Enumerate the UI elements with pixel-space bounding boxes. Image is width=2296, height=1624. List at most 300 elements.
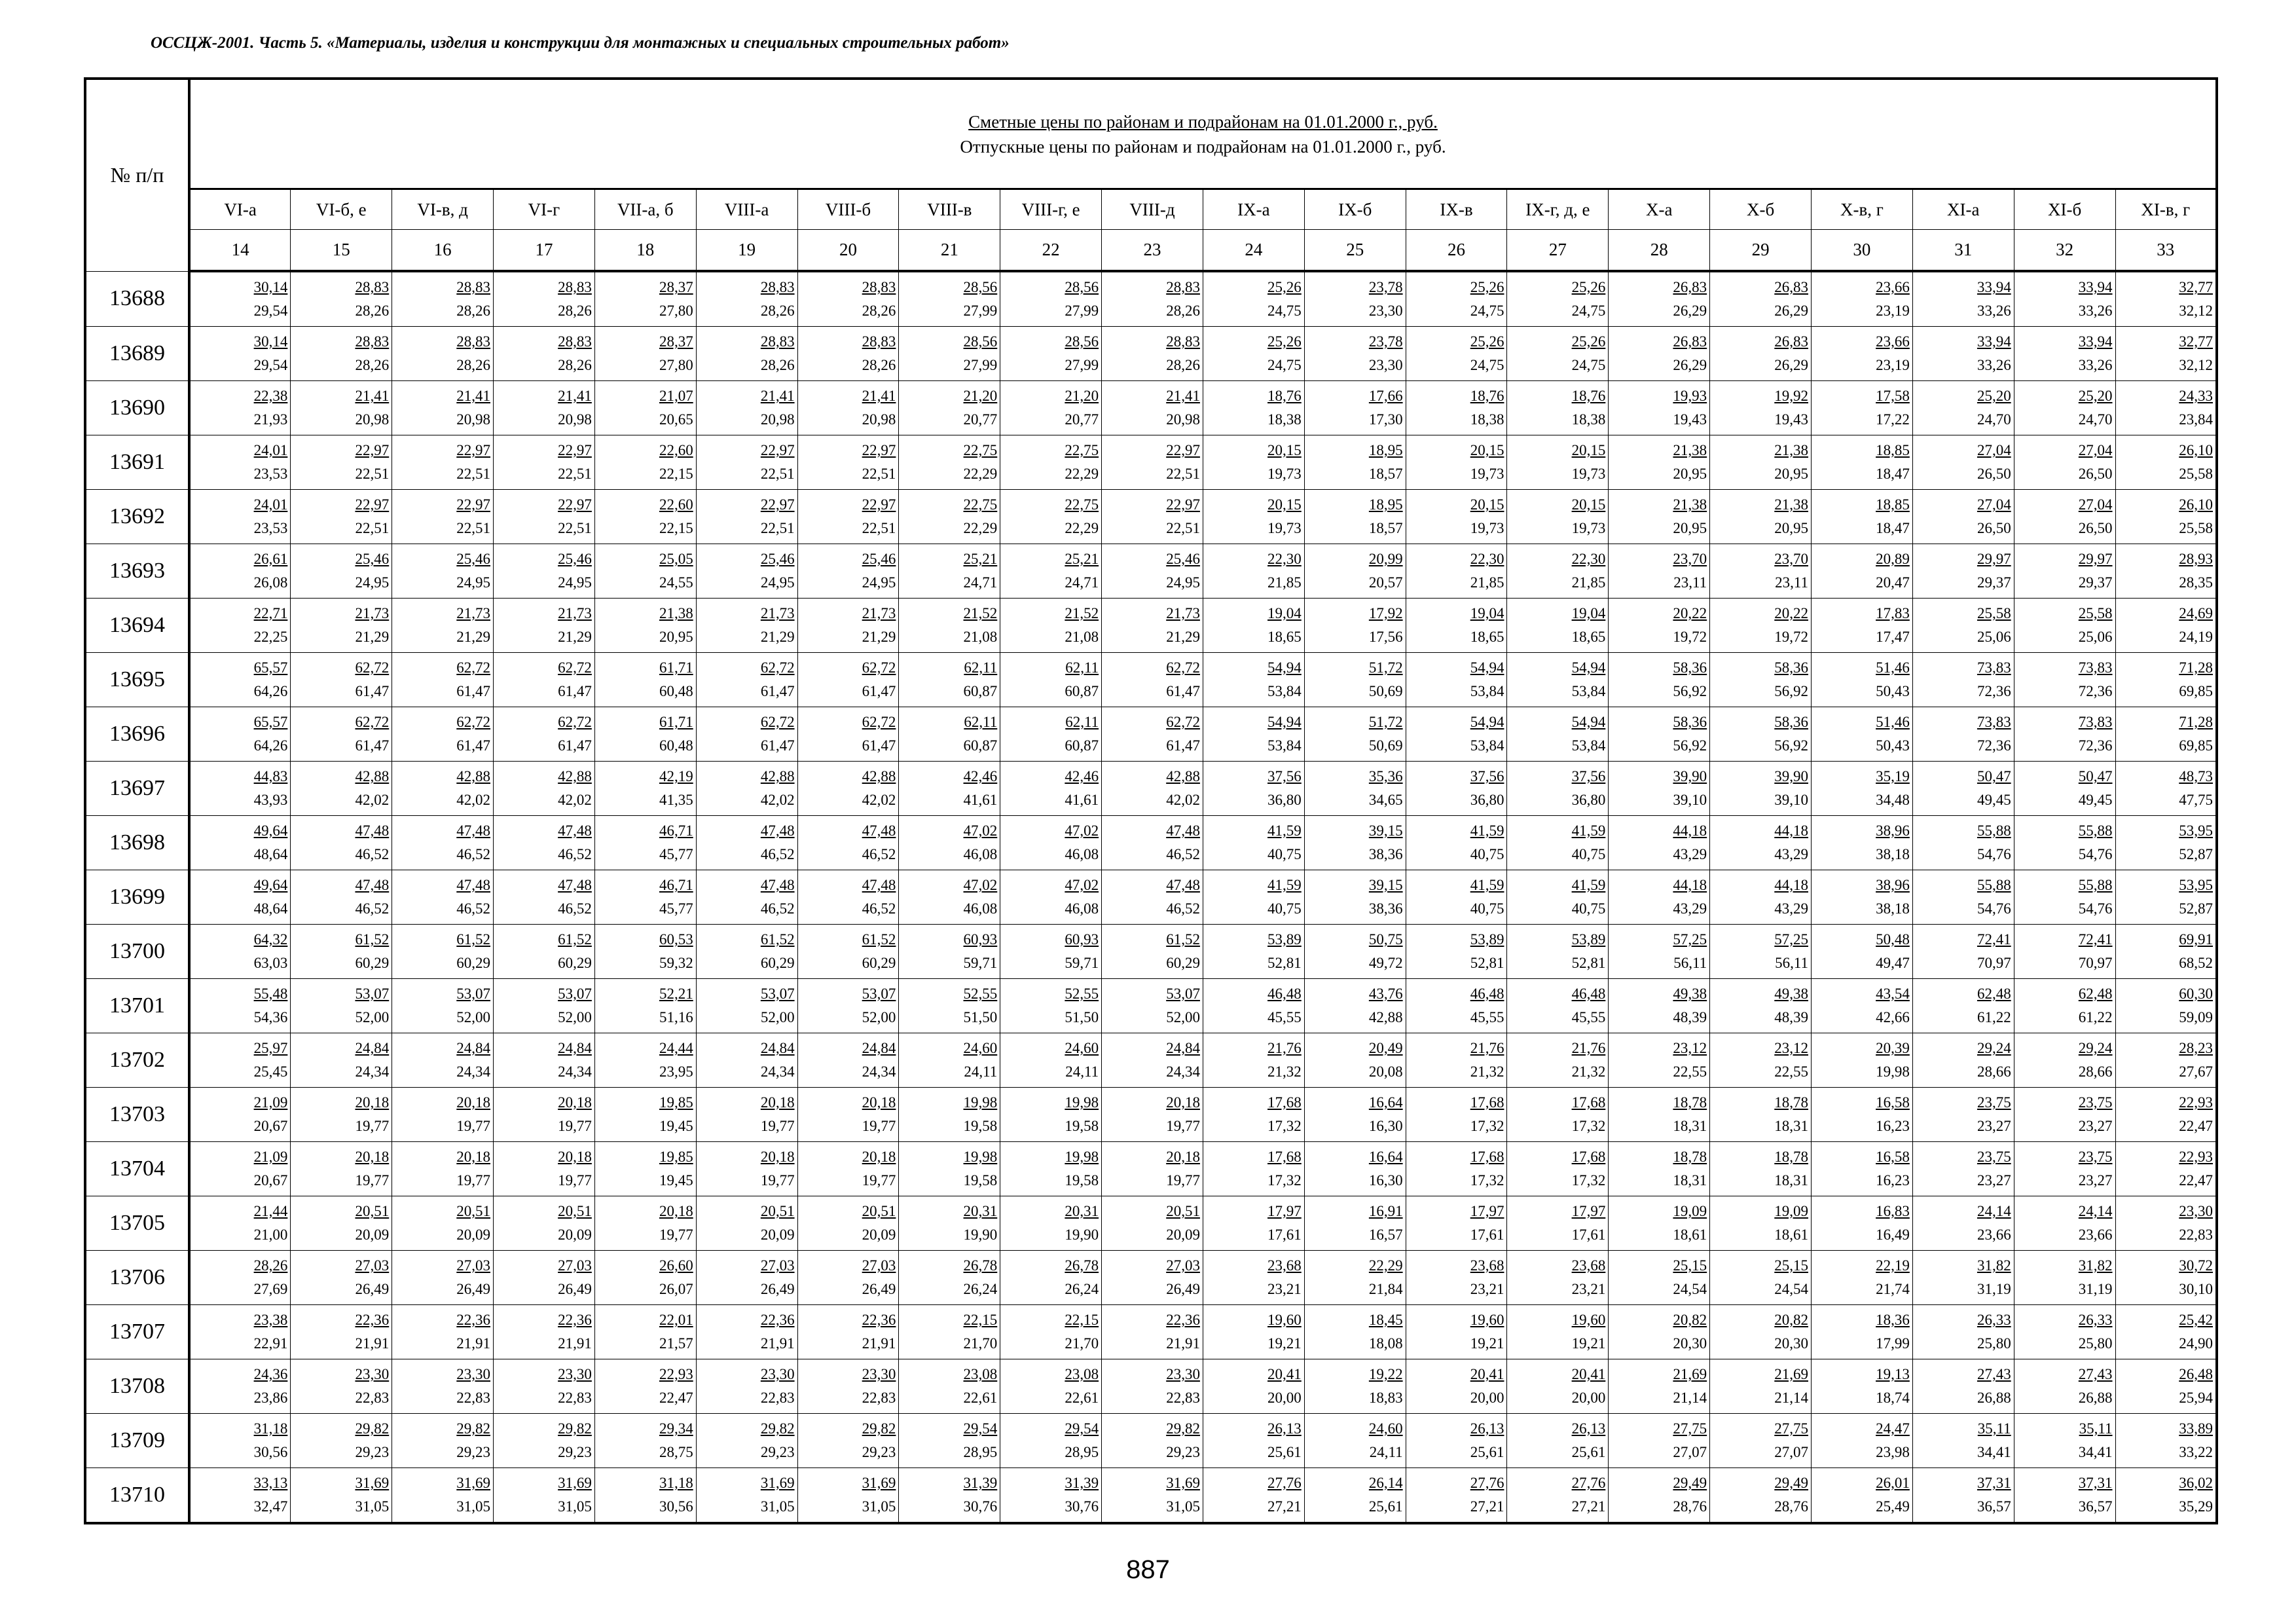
price-cell [392, 1468, 494, 1524]
release-price: 18,47 [1876, 466, 1910, 482]
release-price: 22,47 [659, 1390, 693, 1406]
release-price: 33,26 [1977, 357, 2011, 373]
price-cell [392, 762, 494, 816]
release-price: 20,09 [456, 1227, 491, 1243]
estimated-price: 22,97 [1166, 496, 1200, 513]
estimated-price: 24,60 [963, 1040, 998, 1056]
estimated-price: 50,75 [1368, 931, 1403, 948]
price-cell [2014, 1359, 2115, 1414]
column-number: 25 [1304, 230, 1406, 272]
release-price: 33,26 [1977, 303, 2011, 319]
estimated-price: 26,78 [1065, 1257, 1099, 1274]
estimated-price: 22,01 [659, 1312, 693, 1328]
estimated-price: 20,41 [1571, 1366, 1606, 1382]
estimated-price: 24,44 [659, 1040, 693, 1056]
release-price: 43,29 [1673, 900, 1707, 917]
table-row [85, 870, 2217, 925]
estimated-price: 42,88 [760, 768, 795, 784]
estimated-price: 30,14 [253, 279, 288, 295]
release-price: 22,55 [1774, 1063, 1808, 1080]
price-cell [1406, 544, 1507, 599]
estimated-price: 28,93 [2179, 551, 2213, 567]
estimated-price: 53,07 [862, 986, 896, 1002]
price-cell [2014, 271, 2115, 327]
release-price: 21,08 [963, 629, 998, 645]
price-cell [392, 435, 494, 490]
estimated-price: 24,14 [2078, 1203, 2113, 1219]
estimated-price: 20,18 [760, 1094, 795, 1111]
release-price: 26,24 [963, 1281, 998, 1297]
release-price: 26,29 [1774, 357, 1808, 373]
release-price: 36,57 [1977, 1498, 2011, 1515]
price-cell [392, 925, 494, 979]
price-cell [594, 762, 696, 816]
price-cell [1609, 816, 1710, 870]
price-cell [1609, 870, 1710, 925]
price-cell [392, 1305, 494, 1359]
estimated-price: 16,58 [1876, 1149, 1910, 1165]
price-cell [1406, 1142, 1507, 1196]
release-price: 60,48 [659, 683, 693, 699]
estimated-price: 22,38 [253, 388, 288, 404]
price-cell [2014, 1305, 2115, 1359]
table-caption [189, 79, 2217, 189]
price-cell [1203, 435, 1304, 490]
estimated-price: 41,59 [1470, 877, 1504, 893]
estimated-price: 27,04 [1977, 496, 2011, 513]
release-price: 23,19 [1876, 357, 1910, 373]
release-price: 41,61 [1065, 792, 1099, 808]
release-price: 17,32 [1571, 1118, 1606, 1134]
region-header: VIII-в [899, 189, 1000, 230]
estimated-price: 53,07 [760, 986, 795, 1002]
row-number: 13689 [85, 327, 189, 381]
price-cell [1609, 271, 1710, 327]
release-price: 72,36 [1977, 737, 2011, 754]
estimated-price: 20,82 [1673, 1312, 1707, 1328]
estimated-price: 25,26 [1571, 333, 1606, 350]
region-header: VI-г [494, 189, 595, 230]
table-row [85, 1196, 2217, 1251]
price-cell [594, 327, 696, 381]
release-price: 19,77 [862, 1172, 896, 1189]
estimated-price: 26,83 [1774, 279, 1808, 295]
estimated-price: 19,85 [659, 1094, 693, 1111]
estimated-price: 31,69 [355, 1475, 390, 1491]
price-cell [899, 1251, 1000, 1305]
release-price: 34,41 [2078, 1444, 2113, 1460]
table-row [85, 1033, 2217, 1088]
price-cell [1609, 544, 1710, 599]
price-cell [2014, 381, 2115, 435]
release-price: 18,74 [1876, 1390, 1910, 1406]
release-price: 31,05 [760, 1498, 795, 1515]
estimated-price: 33,94 [1977, 333, 2011, 350]
release-price: 46,52 [760, 846, 795, 862]
estimated-price: 22,97 [456, 496, 491, 513]
price-cell [1710, 870, 1812, 925]
estimated-price: 47,48 [862, 822, 896, 839]
release-price: 24,75 [1267, 303, 1302, 319]
release-price: 40,75 [1571, 846, 1606, 862]
price-cell [696, 599, 797, 653]
price-cell [2014, 1468, 2115, 1524]
price-cell [494, 979, 595, 1033]
price-cell [291, 870, 392, 925]
price-cell [1912, 925, 2014, 979]
estimated-price: 62,72 [862, 659, 896, 676]
release-price: 56,11 [1673, 955, 1707, 971]
table-row [85, 653, 2217, 707]
price-cell [2115, 979, 2217, 1033]
price-cell [1304, 271, 1406, 327]
estimated-price: 28,83 [760, 279, 795, 295]
row-number: 13705 [85, 1196, 189, 1251]
estimated-price: 72,41 [2078, 931, 2113, 948]
estimated-price: 62,72 [456, 659, 491, 676]
price-cell [1406, 1359, 1507, 1414]
estimated-price: 32,77 [2179, 333, 2213, 350]
price-cell [1304, 1033, 1406, 1088]
estimated-price: 29,82 [558, 1420, 592, 1437]
estimated-price: 27,03 [760, 1257, 795, 1274]
estimated-price: 53,95 [2179, 822, 2213, 839]
price-cell [392, 599, 494, 653]
price-cell [899, 1142, 1000, 1196]
price-cell [494, 1142, 595, 1196]
column-number: 27 [1507, 230, 1609, 272]
column-number: 14 [189, 230, 291, 272]
estimated-price: 20,39 [1876, 1040, 1910, 1056]
release-price: 52,87 [2179, 900, 2213, 917]
region-header: X-а [1609, 189, 1710, 230]
estimated-price: 55,88 [2078, 877, 2113, 893]
release-price: 34,41 [1977, 1444, 2011, 1460]
release-price: 23,21 [1267, 1281, 1302, 1297]
estimated-price: 18,85 [1876, 496, 1910, 513]
release-price: 19,77 [1166, 1118, 1200, 1134]
table-body [85, 271, 2217, 1523]
estimated-price: 20,51 [862, 1203, 896, 1219]
release-price: 46,52 [862, 900, 896, 917]
release-price: 20,98 [355, 411, 390, 428]
release-price: 26,29 [1774, 303, 1808, 319]
price-cell [494, 599, 595, 653]
price-cell [1912, 435, 2014, 490]
price-cell [797, 707, 899, 762]
price-cell [1507, 1196, 1609, 1251]
price-cell [1102, 1033, 1203, 1088]
estimated-price: 17,68 [1571, 1149, 1606, 1165]
estimated-price: 26,13 [1267, 1420, 1302, 1437]
price-cell [1304, 1414, 1406, 1468]
estimated-price: 26,01 [1876, 1475, 1910, 1491]
release-price: 60,48 [659, 737, 693, 754]
estimated-price: 37,56 [1470, 768, 1504, 784]
estimated-price: 20,15 [1571, 442, 1606, 458]
price-cell [696, 979, 797, 1033]
estimated-price: 18,76 [1267, 388, 1302, 404]
price-cell [1507, 653, 1609, 707]
table-row [85, 599, 2217, 653]
estimated-price: 23,68 [1267, 1257, 1302, 1274]
price-cell [1912, 544, 2014, 599]
release-price: 18,31 [1774, 1172, 1808, 1189]
price-cell [2115, 707, 2217, 762]
estimated-price: 19,98 [963, 1094, 998, 1111]
release-price: 24,71 [963, 574, 998, 591]
price-cell [494, 1414, 595, 1468]
price-cell [1507, 1251, 1609, 1305]
price-cell [1912, 381, 2014, 435]
price-cell [1710, 544, 1812, 599]
estimated-price: 62,72 [760, 659, 795, 676]
price-cell [1203, 1196, 1304, 1251]
release-price: 22,51 [862, 520, 896, 536]
price-table [84, 77, 2218, 1524]
price-cell [797, 327, 899, 381]
estimated-price: 17,97 [1267, 1203, 1302, 1219]
estimated-price: 23,75 [1977, 1149, 2011, 1165]
price-cell [1812, 1033, 1913, 1088]
estimated-price: 42,88 [558, 768, 592, 784]
release-price: 22,47 [2179, 1118, 2213, 1134]
price-cell [1812, 1088, 1913, 1142]
release-price: 48,64 [253, 846, 288, 862]
estimated-price: 19,98 [963, 1149, 998, 1165]
price-cell [899, 762, 1000, 816]
estimated-price: 27,04 [1977, 442, 2011, 458]
release-price: 26,49 [558, 1281, 592, 1297]
price-cell [1000, 271, 1102, 327]
estimated-price: 42,46 [963, 768, 998, 784]
release-price: 60,87 [1065, 737, 1099, 754]
release-price: 21,57 [659, 1335, 693, 1352]
estimated-price: 27,43 [1977, 1366, 2011, 1382]
release-price: 54,76 [2078, 900, 2113, 917]
price-cell [494, 762, 595, 816]
region-header: VIII-б [797, 189, 899, 230]
price-cell [1000, 707, 1102, 762]
price-cell [899, 1468, 1000, 1524]
price-cell [494, 490, 595, 544]
release-price: 49,45 [2078, 792, 2113, 808]
release-price: 20,77 [963, 411, 998, 428]
price-cell [1102, 870, 1203, 925]
release-price: 26,88 [1977, 1390, 2011, 1406]
release-price: 42,66 [1876, 1009, 1910, 1025]
release-price: 22,51 [355, 520, 390, 536]
estimated-price: 50,47 [2078, 768, 2113, 784]
price-cell [1609, 435, 1710, 490]
price-cell [291, 816, 392, 870]
release-price: 36,57 [2078, 1498, 2113, 1515]
estimated-price: 21,44 [253, 1203, 288, 1219]
price-cell [797, 271, 899, 327]
price-cell [594, 707, 696, 762]
estimated-price: 24,84 [456, 1040, 491, 1056]
price-cell [696, 1468, 797, 1524]
estimated-price: 31,69 [456, 1475, 491, 1491]
price-cell [594, 1468, 696, 1524]
release-price: 24,70 [1977, 411, 2011, 428]
price-cell [594, 1142, 696, 1196]
estimated-price: 20,18 [1166, 1149, 1200, 1165]
release-price: 25,58 [2179, 520, 2213, 536]
estimated-price: 46,48 [1267, 986, 1302, 1002]
release-price: 17,61 [1267, 1227, 1302, 1243]
release-price: 29,54 [253, 303, 288, 319]
estimated-price: 28,83 [862, 279, 896, 295]
estimated-price: 27,04 [2078, 442, 2113, 458]
estimated-price: 23,30 [2179, 1203, 2213, 1219]
region-header: VI-б, е [291, 189, 392, 230]
release-price: 22,15 [659, 466, 693, 482]
estimated-price: 25,26 [1470, 333, 1504, 350]
release-price: 40,75 [1267, 900, 1302, 917]
release-price: 24,95 [760, 574, 795, 591]
estimated-price: 73,83 [2078, 714, 2113, 730]
estimated-price: 29,54 [963, 1420, 998, 1437]
price-cell [1609, 1196, 1710, 1251]
release-price: 20,57 [1368, 574, 1403, 591]
release-price: 42,02 [355, 792, 390, 808]
release-price: 43,93 [253, 792, 288, 808]
price-cell [1609, 599, 1710, 653]
price-cell [1710, 1251, 1812, 1305]
estimated-price: 30,14 [253, 333, 288, 350]
price-cell [1102, 707, 1203, 762]
estimated-price: 29,24 [1977, 1040, 2011, 1056]
estimated-price: 21,41 [862, 388, 896, 404]
release-price: 27,07 [1774, 1444, 1808, 1460]
estimated-price: 19,98 [1065, 1149, 1099, 1165]
estimated-price: 28,83 [1166, 333, 1200, 350]
release-price: 54,76 [1977, 900, 2011, 917]
release-price: 48,64 [253, 900, 288, 917]
price-cell [1304, 1251, 1406, 1305]
estimated-price: 22,36 [355, 1312, 390, 1328]
estimated-price: 58,36 [1774, 714, 1808, 730]
price-cell [2014, 599, 2115, 653]
estimated-price: 31,18 [253, 1420, 288, 1437]
price-cell [494, 1251, 595, 1305]
estimated-price: 22,97 [355, 496, 390, 513]
release-price: 19,77 [355, 1172, 390, 1189]
row-number: 13693 [85, 544, 189, 599]
price-cell [797, 925, 899, 979]
release-price: 33,26 [2078, 303, 2113, 319]
price-cell [291, 271, 392, 327]
estimated-price: 18,78 [1774, 1149, 1808, 1165]
price-cell [1812, 599, 1913, 653]
release-price: 52,00 [355, 1009, 390, 1025]
price-cell [1507, 490, 1609, 544]
price-cell [1203, 870, 1304, 925]
estimated-price: 27,76 [1470, 1475, 1504, 1491]
release-price: 60,29 [1166, 955, 1200, 971]
price-cell [696, 435, 797, 490]
release-price: 61,47 [558, 683, 592, 699]
estimated-price: 21,09 [253, 1149, 288, 1165]
release-price: 20,00 [1470, 1390, 1504, 1406]
region-header: IX-а [1203, 189, 1304, 230]
estimated-price: 18,45 [1368, 1312, 1403, 1328]
estimated-price: 47,48 [355, 822, 390, 839]
release-price: 19,77 [760, 1118, 795, 1134]
price-cell [189, 653, 291, 707]
estimated-price: 28,37 [659, 279, 693, 295]
estimated-price: 21,73 [862, 605, 896, 621]
estimated-price: 62,11 [1065, 714, 1099, 730]
estimated-price: 22,36 [1166, 1312, 1200, 1328]
price-cell [1102, 599, 1203, 653]
price-cell [392, 1142, 494, 1196]
price-cell [2014, 490, 2115, 544]
estimated-price: 47,02 [963, 877, 998, 893]
price-cell [594, 925, 696, 979]
price-cell [594, 599, 696, 653]
price-cell [2014, 1033, 2115, 1088]
estimated-price: 20,18 [862, 1094, 896, 1111]
estimated-price: 61,52 [558, 931, 592, 948]
price-cell [189, 1359, 291, 1414]
price-cell [696, 1088, 797, 1142]
price-cell [1710, 1142, 1812, 1196]
release-price: 24,75 [1571, 303, 1606, 319]
estimated-price: 25,05 [659, 551, 693, 567]
estimated-price: 21,38 [1774, 496, 1808, 513]
estimated-price: 20,41 [1267, 1366, 1302, 1382]
estimated-price: 21,73 [456, 605, 491, 621]
price-cell [2014, 653, 2115, 707]
estimated-price: 21,73 [760, 605, 795, 621]
price-cell [1812, 653, 1913, 707]
price-cell [1000, 816, 1102, 870]
table-row [85, 1414, 2217, 1468]
column-number: 32 [2014, 230, 2115, 272]
estimated-price: 22,97 [558, 442, 592, 458]
release-price: 29,23 [760, 1444, 795, 1460]
estimated-price: 18,78 [1774, 1094, 1808, 1111]
price-cell [291, 979, 392, 1033]
price-cell [1609, 1359, 1710, 1414]
price-cell [291, 1251, 392, 1305]
table-row [85, 271, 2217, 327]
release-price: 18,57 [1368, 520, 1403, 536]
release-price: 19,73 [1571, 466, 1606, 482]
release-price: 61,47 [355, 683, 390, 699]
estimated-price: 22,30 [1571, 551, 1606, 567]
price-cell [1812, 1468, 1913, 1524]
release-price: 18,83 [1368, 1390, 1403, 1406]
row-number: 13699 [85, 870, 189, 925]
release-price: 22,51 [456, 520, 491, 536]
release-price: 20,09 [760, 1227, 795, 1243]
price-cell [291, 762, 392, 816]
release-price: 42,02 [558, 792, 592, 808]
release-price: 26,29 [1673, 357, 1707, 373]
estimated-price: 23,30 [558, 1366, 592, 1382]
release-price: 26,49 [1166, 1281, 1200, 1297]
estimated-price: 33,94 [2078, 279, 2113, 295]
release-price: 60,87 [963, 683, 998, 699]
price-cell [594, 1359, 696, 1414]
release-price: 49,72 [1368, 955, 1403, 971]
price-cell [594, 381, 696, 435]
estimated-price: 21,38 [1673, 442, 1707, 458]
estimated-price: 62,72 [760, 714, 795, 730]
